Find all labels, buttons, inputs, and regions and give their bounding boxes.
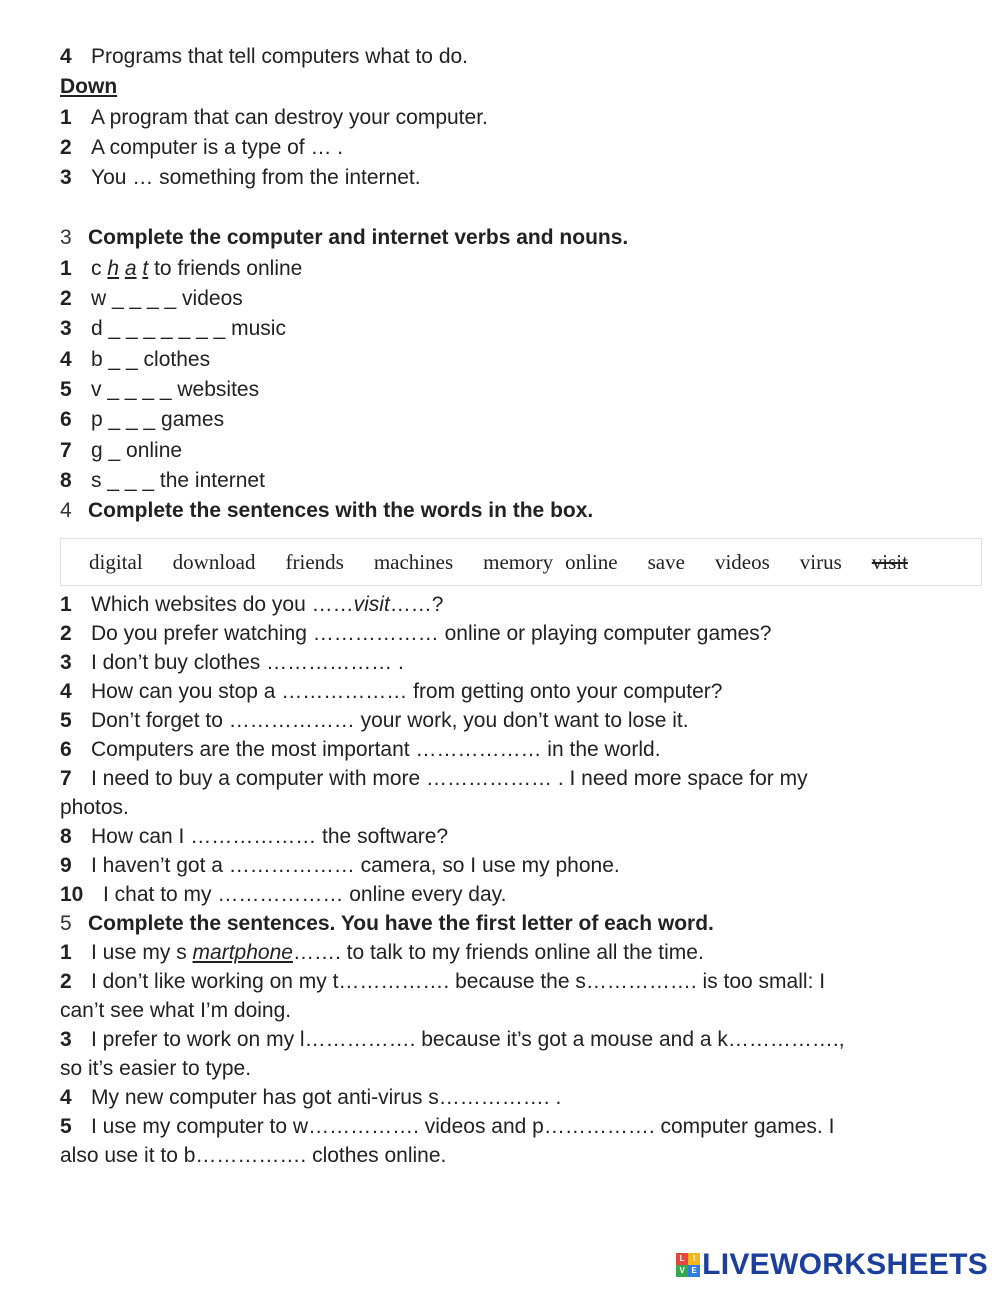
word-box bbox=[60, 538, 982, 586]
box-word: online bbox=[565, 549, 618, 574]
exercise-3-heading: 3 Complete the computer and internet verbs and nouns. bbox=[60, 226, 629, 250]
ex4-item-5: 5 Don’t forget to ……………… your work, you don’t want to lose it. bbox=[60, 709, 689, 733]
ex5-item-2: 2 I don’t like working on my t……………. because the s……………. is too small: I bbox=[60, 970, 826, 994]
ex4-item-7-cont: photos. bbox=[60, 796, 129, 820]
ex5-item-4: 4 My new computer has got anti-virus s……………. . bbox=[60, 1086, 562, 1110]
ex3-item-3: 3 d _ _ _ _ _ _ _ music bbox=[60, 317, 286, 341]
box-word: digital bbox=[89, 549, 143, 574]
worksheet-page bbox=[60, 42, 960, 1170]
ex5-item-5-cont: also use it to b……………. clothes online. bbox=[60, 1144, 447, 1168]
box-word-crossed: visit bbox=[871, 549, 908, 574]
ex4-item-2: 2 Do you prefer watching ……………… online or playing computer games? bbox=[60, 622, 772, 646]
ex4-item-3: 3 I don’t buy clothes ……………… . bbox=[60, 651, 404, 675]
box-word: save bbox=[647, 549, 685, 574]
ex5-item-2-cont: can’t see what I’m doing. bbox=[60, 999, 292, 1023]
ex4-item-10: 10 I chat to my ……………… online every day. bbox=[60, 883, 507, 907]
down-clue-1: 1 A program that can destroy your computer. bbox=[60, 105, 488, 129]
box-word: memory bbox=[483, 549, 554, 574]
liveworksheets-logo[interactable] bbox=[676, 1248, 988, 1282]
box-word: machines bbox=[373, 549, 454, 574]
ex4-item-1: 1 Which websites do you ……visit……? bbox=[60, 593, 444, 617]
ex5-item-5: 5 I use my computer to w……………. videos and p……………. computer games. I bbox=[60, 1115, 835, 1139]
exercise-4-heading: 4 Complete the sentences with the words in the box. bbox=[60, 499, 594, 523]
ex4-item-6: 6 Computers are the most important ……………… in the world. bbox=[60, 738, 661, 762]
ex3-item-1: 1 c h a t to friends online bbox=[60, 256, 303, 280]
ex3-item-8: 8 s _ _ _ the internet bbox=[60, 468, 265, 492]
box-word: friends bbox=[285, 549, 344, 574]
box-word: virus bbox=[799, 549, 842, 574]
ex3-item-5: 5 v _ _ _ _ websites bbox=[60, 377, 260, 401]
ex3-item-7: 7 g _ online bbox=[60, 438, 183, 462]
ex3-item-4: 4 b _ _ clothes bbox=[60, 347, 211, 371]
down-clue-2: 2 A computer is a type of … . bbox=[60, 135, 344, 159]
ex3-item-6: 6 p _ _ _ games bbox=[60, 408, 225, 432]
box-word: videos bbox=[714, 549, 770, 574]
ex5-item-1: 1 I use my s martphone……. to talk to my friends online all the time. bbox=[60, 941, 704, 965]
box-word: download bbox=[172, 549, 256, 574]
down-clue-3: 3 You … something from the internet. bbox=[60, 166, 421, 190]
ex4-item-7: 7 I need to buy a computer with more ……………… . I need more space for my bbox=[60, 767, 808, 791]
logo-mark-icon: L I V E bbox=[676, 1253, 700, 1277]
down-heading: Down bbox=[60, 75, 118, 99]
ex4-item-4: 4 How can you stop a ……………… from getting onto your computer? bbox=[60, 680, 723, 704]
ex4-item-8: 8 How can I ……………… the software? bbox=[60, 825, 449, 849]
across-clue-4: 4 Programs that tell computers what to do. bbox=[60, 45, 469, 68]
ex5-item-3: 3 I prefer to work on my l……………. because it’s got a mouse and a k……………., bbox=[60, 1028, 845, 1052]
exercise-5-heading: 5 Complete the sentences. You have the first letter of each word. bbox=[60, 912, 714, 936]
ex5-item-3-cont: so it’s easier to type. bbox=[60, 1057, 252, 1081]
ex4-item-9: 9 I haven’t got a ……………… camera, so I use my phone. bbox=[60, 854, 620, 878]
ex3-item-2: 2 w _ _ _ _ videos bbox=[60, 287, 243, 311]
logo-text: LIVEWORKSHEETS bbox=[702, 1248, 988, 1281]
